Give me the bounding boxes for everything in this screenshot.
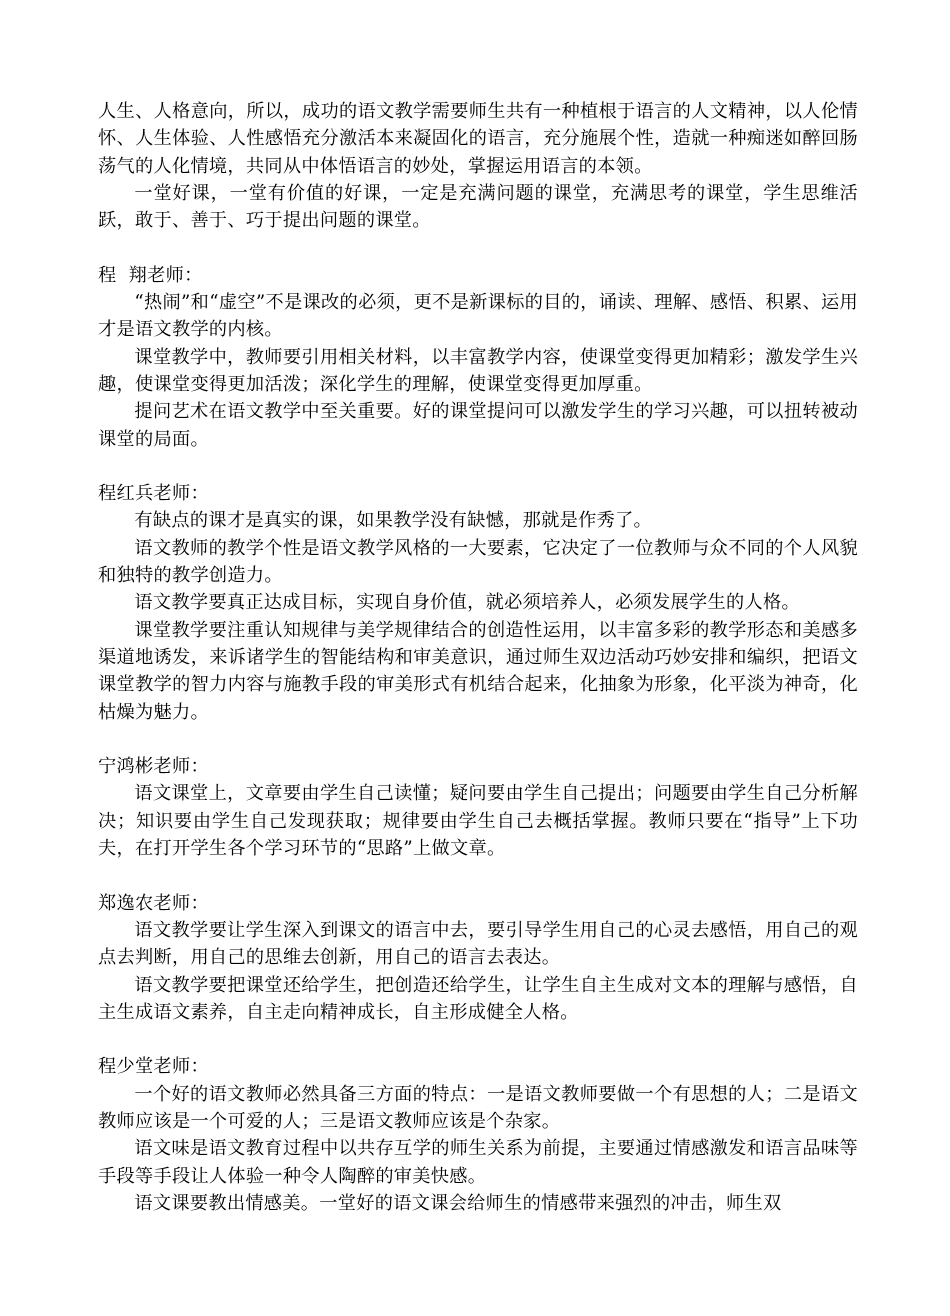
intro-paragraph-1: 人生、人格意向，所以，成功的语文教学需要师生共有一种植根于语言的人文精神，以人伦情怀、人生体验、人性感悟充分激活本来凝固化的语言，充分施展个性，造就一种痴迷如醉回肠荡气的人化情境，共同从中体悟语言的妙处，掌握运用语言的本领。: [98, 101, 858, 177]
section-cheng-shaotang: [98, 1053, 858, 1217]
section-paragraph: 一个好的语文教师必然具备三方面的特点：一是语文教师要做一个有思想的人；二是语文教师应该是一个可爱的人；三是语文教师应该是个杂家。: [98, 1083, 858, 1132]
section-paragraph: 语文教师的教学个性是语文教学风格的一大要素，它决定了一位教师与众不同的个人风貌和独特的教学创造力。: [98, 537, 858, 587]
section-paragraph: “热闹”和“虚空”不是课改的必须，更不是新课标的目的，诵读、理解、感悟、积累、运用才是语文教学的内核。: [98, 292, 858, 341]
section-paragraph: 语文课要教出情感美。一堂好的语文课会给师生的情感带来强烈的冲击，师生双: [134, 1192, 782, 1214]
document-body: [98, 98, 858, 1217]
intro-section: [98, 98, 858, 234]
section-heading: 宁鸿彬老师：: [98, 756, 209, 778]
section-paragraph: 语文课堂上，文章要由学生自己读懂；疑问要由学生自己提出；问题要由学生自己分析解决；知识要由学生自己发现获取；规律要由学生自己去概括掌握。教师只要在“指导”上下功夫，在打开学生各个学习环节的“思路”上做文章。: [98, 783, 858, 860]
section-paragraph: 语文味是语文教育过程中以共存互学的师生关系为前提，主要通过情感激发和语言品味等手段等手段让人体验一种令人陶醉的审美快感。: [98, 1138, 858, 1187]
section-zheng-yinong: [98, 890, 858, 1026]
section-cheng-hongbing: [98, 480, 858, 726]
section-paragraph: 课堂教学要注重认知规律与美学规律结合的创造性运用，以丰富多彩的教学形态和美感多渠道地诱发，来诉诸学生的智能结构和审美意识，通过师生双边活动巧妙安排和编织，把语文课堂教学的智力内容与施教手段的审美形式有机结合起来，化抽象为形象，化平淡为神奇，化枯燥为魅力。: [98, 619, 858, 723]
section-ning-hongbin: [98, 753, 858, 862]
section-heading: 程红兵老师：: [98, 483, 209, 505]
section-cheng-xiang: [98, 262, 858, 453]
section-paragraph: 课堂教学中，教师要引用相关材料，以丰富教学内容，使课堂变得更加精彩；激发学生兴趣，使课堂变得更加活泼；深化学生的理解，使课堂变得更加厚重。: [98, 346, 858, 395]
intro-paragraph-2: 一堂好课，一堂有价值的好课，一定是充满问题的课堂，充满思考的课堂，学生思维活跃，敢于、善于、巧于提出问题的课堂。: [98, 182, 858, 232]
section-paragraph: 语文教学要让学生深入到课文的语言中去，要引导学生用自己的心灵去感悟，用自己的观点去判断，用自己的思维去创新，用自己的语言去表达。: [98, 919, 858, 969]
section-paragraph: 语文教学要真正达成目标，实现自身价值，就必须培养人，必须发展学生的人格。: [134, 592, 800, 614]
section-paragraph: 语文教学要把课堂还给学生，把创造还给学生，让学生自主生成对文本的理解与感悟，自主生成语文素养，自主走向精神成长，自主形成健全人格。: [98, 974, 858, 1023]
section-heading: 程 翔老师：: [98, 264, 203, 286]
section-heading: 程少堂老师：: [98, 1056, 209, 1078]
section-paragraph: 提问艺术在语文教学中至关重要。好的课堂提问可以激发学生的学习兴趣，可以扭转被动课堂的局面。: [98, 401, 858, 450]
section-paragraph: 有缺点的课才是真实的课，如果教学没有缺憾，那就是作秀了。: [134, 510, 653, 532]
section-heading: 郑逸农老师：: [98, 892, 209, 914]
